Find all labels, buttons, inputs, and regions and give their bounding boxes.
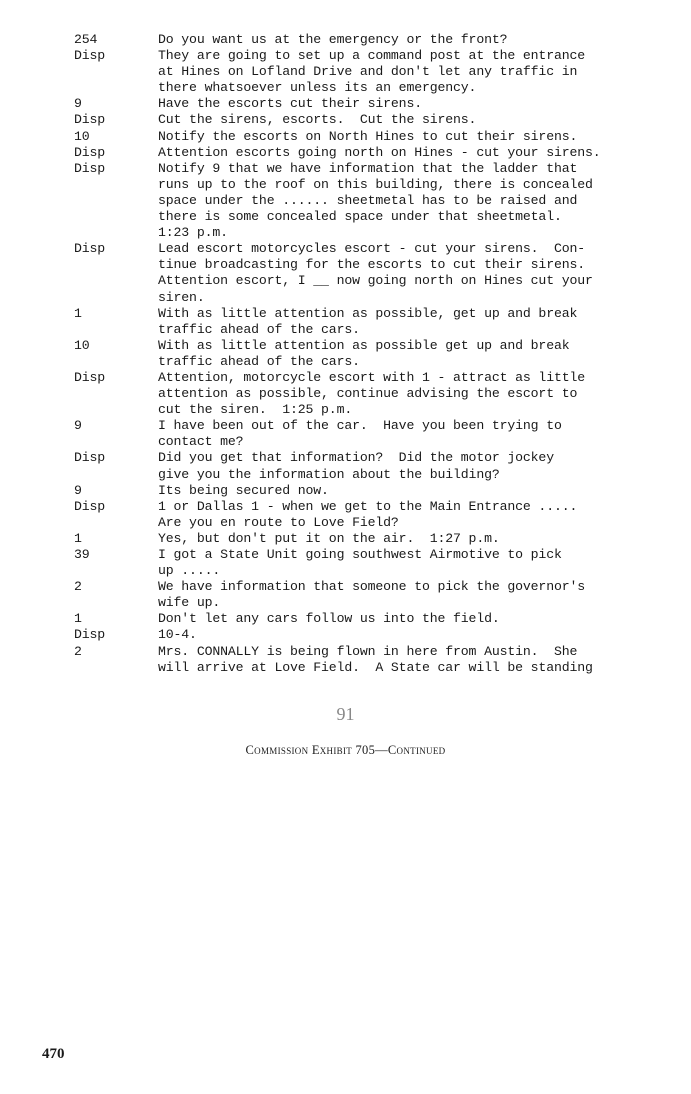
message-line: Notify the escorts on North Hines to cut their sirens.	[158, 128, 578, 144]
message-line: Mrs. CONNALLY is being flown in here from Austin. She	[158, 643, 578, 659]
message-line: Are you en route to Love Field?	[158, 514, 399, 530]
message-line: cut the siren. 1:25 p.m.	[158, 402, 353, 418]
message-line: Do you want us at the emergency or the front?	[158, 32, 508, 47]
transcript-entry	[74, 547, 674, 579]
speaker-label: Disp	[74, 144, 106, 160]
transcript-entry	[74, 306, 674, 338]
message-line: runs up to the roof on this building, there is concealed	[158, 176, 593, 192]
message-line: there whatsoever unless its an emergency.	[158, 80, 477, 96]
message-text	[158, 547, 674, 579]
message-line: up .....	[158, 563, 221, 579]
message-line: there is some concealed space under that sheetmetal.	[158, 209, 562, 225]
speaker-label: 1	[74, 530, 82, 546]
transcript-entry	[74, 129, 674, 145]
transcript-entry	[74, 241, 674, 305]
message-line: Lead escort motorcycles escort - cut your sirens. Con-	[158, 241, 586, 257]
message-line: 10-4.	[158, 627, 197, 643]
message-line: 1 or Dallas 1 - when we get to the Main Entrance .....	[158, 498, 578, 514]
transcript-entry	[74, 418, 674, 450]
message-text	[158, 499, 674, 531]
speaker-label: 1	[74, 611, 82, 627]
transcript-entry	[74, 48, 674, 96]
message-line: 1:23 p.m.	[158, 225, 228, 241]
message-text	[158, 306, 674, 338]
message-text	[158, 145, 674, 161]
message-text	[158, 418, 674, 450]
speaker-label: 2	[74, 643, 82, 659]
message-line: space under the ...... sheetmetal has to be raised and	[158, 192, 578, 208]
message-line: We have information that someone to pick the governor's	[158, 579, 586, 595]
message-line: Attention escort, I __ now going north on Hines cut your	[158, 273, 593, 289]
message-text	[158, 531, 674, 547]
message-line: wife up.	[158, 595, 221, 611]
speaker-label: 9	[74, 418, 82, 434]
transcript-entry	[74, 370, 674, 418]
transcript-entry	[74, 112, 674, 128]
message-text	[158, 241, 674, 305]
radio-transcript	[74, 32, 674, 676]
message-line: attention as possible, continue advising the escort to	[158, 386, 578, 402]
transcript-entry	[74, 161, 674, 241]
transcript-entry	[74, 627, 674, 643]
transcript-entry	[74, 644, 674, 676]
message-line: With as little attention as possible get up and break	[158, 337, 570, 353]
message-text	[158, 338, 674, 370]
speaker-label: 39	[74, 547, 90, 562]
page-mark: 91	[336, 704, 355, 724]
speaker-label: Disp	[74, 112, 106, 128]
speaker-label: 10	[74, 128, 90, 144]
speaker-label: Disp	[74, 498, 106, 514]
message-line: tinue broadcasting for the escorts to cut their sirens.	[158, 257, 586, 273]
speaker-label: Disp	[74, 627, 106, 643]
speaker-label: Disp	[74, 450, 106, 466]
speaker-label: Disp	[74, 369, 106, 385]
message-line: I got a State Unit going southwest Airmotive to pick	[158, 547, 562, 562]
message-text	[158, 370, 674, 418]
message-line: I have been out of the car. Have you been trying to	[158, 418, 562, 434]
transcript-entry	[74, 483, 674, 499]
message-line: siren.	[158, 289, 205, 305]
transcript-entry	[74, 450, 674, 482]
message-text	[158, 483, 674, 499]
message-line: Yes, but don't put it on the air. 1:27 p.m.	[158, 530, 500, 546]
transcript-entry	[74, 611, 674, 627]
transcript-entry	[74, 32, 674, 48]
message-line: at Hines on Lofland Drive and don't let any traffic in	[158, 64, 578, 80]
page-number: 470	[42, 1046, 65, 1062]
message-text	[158, 112, 674, 128]
message-text	[158, 627, 674, 643]
transcript-entry	[74, 145, 674, 161]
speaker-label: 9	[74, 482, 82, 498]
message-line: Attention escorts going north on Hines - cut your sirens.	[158, 144, 601, 160]
speaker-label: 9	[74, 96, 82, 112]
message-line: Don't let any cars follow us into the field.	[158, 611, 500, 627]
message-text	[158, 129, 674, 145]
message-line: will arrive at Love Field. A State car will be standing	[158, 659, 593, 675]
speaker-label: Disp	[74, 241, 106, 257]
transcript-entry	[74, 531, 674, 547]
transcript-entry	[74, 579, 674, 611]
message-text	[158, 611, 674, 627]
transcript-entry	[74, 499, 674, 531]
message-line: Did you get that information? Did the motor jockey	[158, 450, 554, 466]
message-line: traffic ahead of the cars.	[158, 353, 360, 369]
message-line: With as little attention as possible, get up and break	[158, 305, 578, 321]
message-line: Attention, motorcycle escort with 1 - attract as little	[158, 369, 586, 385]
message-text	[158, 450, 674, 482]
message-line: Its being secured now.	[158, 482, 329, 498]
message-line: contact me?	[158, 434, 244, 450]
speaker-label: 10	[74, 337, 90, 353]
message-text	[158, 644, 674, 676]
message-text	[158, 96, 674, 112]
transcript-entry	[74, 338, 674, 370]
message-text	[158, 48, 674, 96]
message-text	[158, 161, 674, 241]
message-line: traffic ahead of the cars.	[158, 321, 360, 337]
exhibit-caption: Commission Exhibit 705—Continued	[245, 743, 446, 757]
message-text	[158, 32, 674, 48]
speaker-label: 2	[74, 579, 82, 595]
speaker-label: Disp	[74, 48, 106, 64]
message-line: Have the escorts cut their sirens.	[158, 96, 422, 112]
message-line: Cut the sirens, escorts. Cut the sirens.	[158, 112, 477, 128]
message-line: give you the information about the building?	[158, 466, 500, 482]
message-line: Notify 9 that we have information that the ladder that	[158, 160, 578, 176]
message-line: They are going to set up a command post at the entrance	[158, 48, 586, 64]
transcript-entry	[74, 96, 674, 112]
speaker-label: 1	[74, 305, 82, 321]
message-text	[158, 579, 674, 611]
speaker-label: 254	[74, 32, 98, 47]
speaker-label: Disp	[74, 160, 106, 176]
